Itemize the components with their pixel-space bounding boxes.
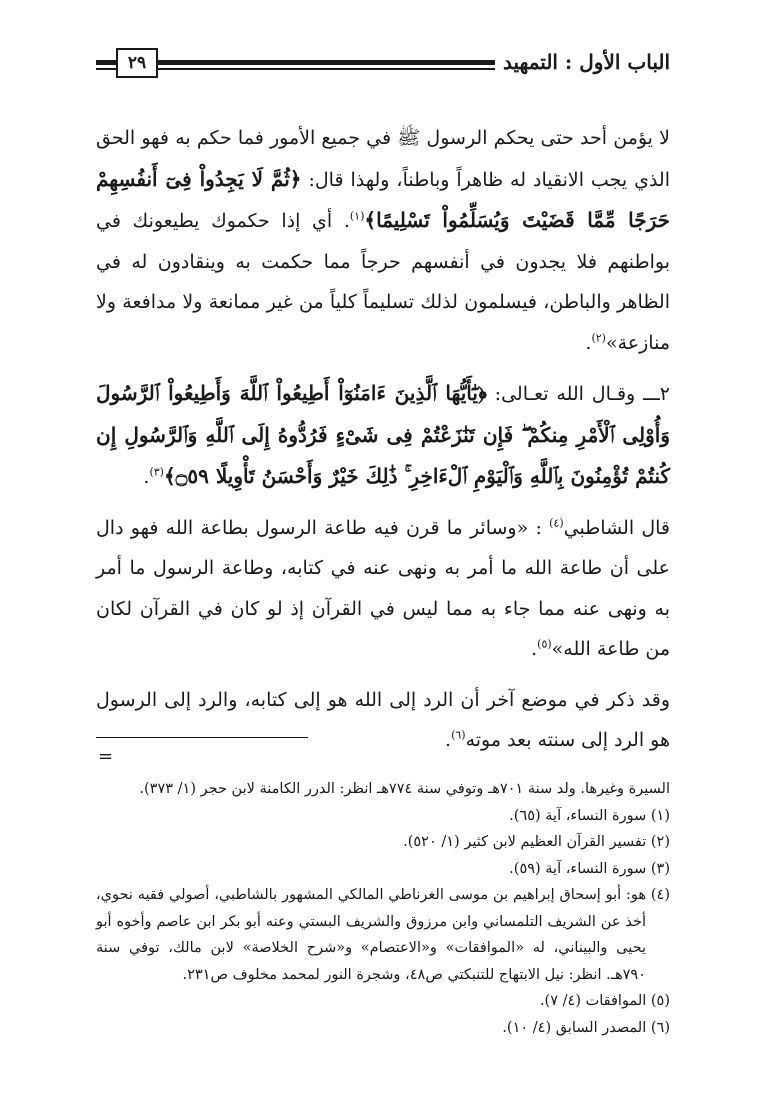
footnote-ref-4: (٤): [549, 516, 564, 530]
paragraph-1: [96, 118, 670, 363]
paragraph-3: [96, 508, 670, 670]
footnote-ref-2: (٢): [591, 331, 606, 345]
footnote-6: (٦) المصدر السابق (٤/ ١٠).: [502, 1019, 670, 1036]
p2-end: .: [143, 466, 150, 488]
footnote-ref-3: (٣): [149, 465, 164, 479]
footnote-continued: السيرة وغيرها. ولد سنة ٧٠١هـ وتوفي سنة ٧٧٤هـ انظر: الدرر الكامنة لابن حجر (١/ ٣٧٣).: [139, 781, 670, 797]
paragraph-4: [96, 680, 670, 761]
p1-end: .: [585, 331, 592, 354]
paragraph-2: [96, 373, 670, 498]
page-number: ٢٩: [116, 48, 158, 78]
footnote-1: (١) سورة النساء، آية (٦٥).: [509, 807, 670, 824]
footnote-2: (٢) تفسير القرآن العظيم لابن كثير (١/ ٥٢٠).: [403, 834, 670, 850]
quran-verse-2: ﴿يَٰٓأَيُّهَا ٱلَّذِينَ ءَامَنُوٓاْ أَطِيعُواْ ٱللَّهَ وَأَطِيعُواْ ٱلرَّسُولَ وَأُوْلِى ٱلْأَمْرِ مِنكُمْ ۖ فَإِن تَنَٰزَعْتُمْ فِى شَىْءٍ فَرُدُّوهُ إِلَى ٱللَّهِ وَٱلرَّسُولِ إِن كُنتُمْ تُؤْمِنُونَ بِٱللَّهِ وَٱلْيَوْمِ ٱلْءَاخِرِ ۚ ذَٰلِكَ خَيْرٌ وَأَحْسَنُ تَأْوِيلًا ۝٥٩﴾: [96, 381, 670, 488]
footnotes: [96, 776, 670, 1041]
p3-text-b: : «وسائر ما قرن فيه طاعة الرسول بطاعة الله فهو دال على أن طاعة الله ما أمر به ونهى عنه في كتابه، وطاعة الرسول ما أمر به ونهى عنه مما جاء به مما ليس في القرآن إذ لو كان في القرآن لكان من طاعة الله»: [96, 516, 670, 660]
p4-end: .: [445, 729, 452, 751]
p1-text-a: لا يؤمن أحد حتى يحكم الرسول ﷺ في جميع الأمور فما حكم به فهو الحق الذي يجب الانقياد له ظاهراً وباطناً، ولهذا قال:: [96, 127, 670, 191]
p2-text-a: ٢ـــ وقـال الله تعـالى:: [486, 383, 670, 405]
footnote-4: (٤) هو: أبو إسحاق إبراهيم بن موسى الغرناطي المالكي المشهور بالشاطبي، أصولي فقيه نحوي، أخذ عن الشريف التلمساني وابن مرزوق والشريف البستي وعنه أبو بكر ابن عاصم وأخوه أبو يحيى والبيناني، له «الموافقات» و«الاعتصام» و«شرح الخلاصة» لابن مالك، توفي سنة ٧٩٠هـ. انظر: نيل الابتهاج للتنبكتي ص٤٨، وشجرة النور لمحمد مخلوف ص٢٣١.: [96, 887, 670, 983]
footnote-ref-6: (٦): [451, 728, 466, 742]
p3-end: .: [531, 638, 538, 660]
footnote-continuation-mark: =: [98, 746, 114, 767]
chapter-title: الباب الأول : التمهيد: [495, 46, 670, 78]
footnote-ref-1: (١): [349, 209, 365, 223]
p4-text-a: وقد ذكر في موضع آخر أن الرد إلى الله هو إلى كتابه، والرد إلى الرسول هو الرد إلى سنته بعد موته: [96, 688, 670, 751]
p1-text-b: . أي إذا حكموك يطيعونك في بواطنهم فلا يجدون في أنفسهم حرجاً مما حكمت به وينقادون له في الظاهر والباطن، فيسلمون لذلك تسليماً كلياً من غير ممانعة ولا مدافعة ولا منازعة»: [96, 210, 670, 354]
footnote-5: (٥) الموافقات (٤/ ٧).: [539, 993, 670, 1009]
main-text: [96, 118, 670, 761]
footnote-3: (٣) سورة النساء، آية (٥٩).: [509, 860, 670, 877]
running-header: [96, 46, 670, 82]
quran-verse-1: ﴿ثُمَّ لَا يَجِدُواْ فِىٓ أَنفُسِهِمْ حَرَجًا مِّمَّا قَضَيْتَ وَيُسَلِّمُواْ تَسْلِيمًا﴾: [96, 166, 670, 232]
p3-text-a: قال الشاطبي: [563, 516, 671, 539]
footnote-ref-5: (٥): [537, 637, 552, 651]
footnote-separator: [96, 737, 308, 738]
